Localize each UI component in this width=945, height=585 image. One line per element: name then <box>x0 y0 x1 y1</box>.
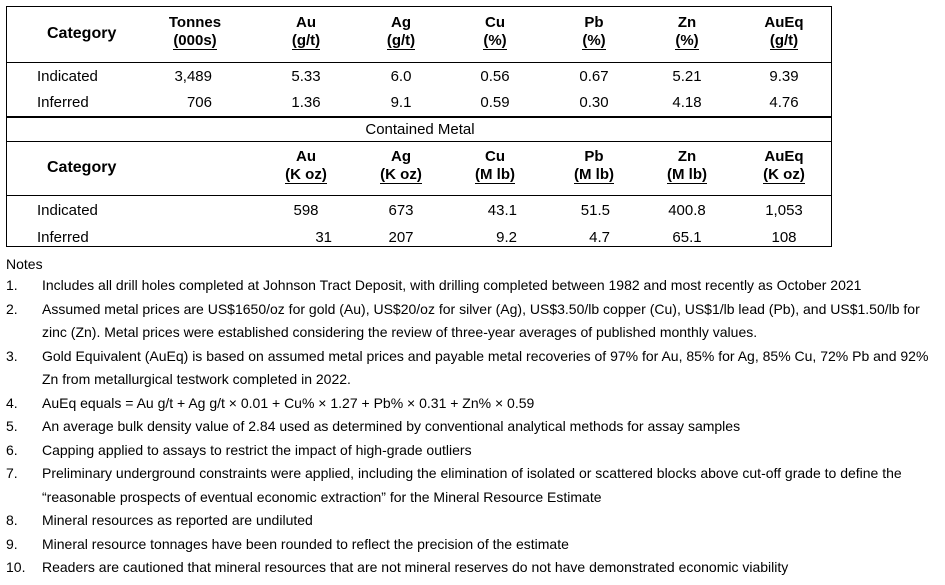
table2-cell: 4.7 <box>589 229 610 246</box>
col-ag-koz-header: Ag (K oz) <box>380 148 422 183</box>
contained-metal-bottom-rule <box>6 141 832 142</box>
table2-cell: 207 <box>388 229 414 246</box>
col-pb-mlb-header: Pb (M lb) <box>574 148 614 183</box>
col-au-koz-header: Au (K oz) <box>285 148 327 183</box>
table1-cell: 4.18 <box>672 94 702 111</box>
table2-row-label-inferred: Inferred <box>37 229 89 246</box>
table2-cell: 400.8 <box>668 202 706 219</box>
col-aueq-header: AuEq (g/t) <box>764 14 804 49</box>
col-ag-header: Ag (g/t) <box>386 14 416 49</box>
table2-cell: 1,053 <box>765 202 803 219</box>
table2-cell: 51.5 <box>580 202 610 219</box>
note-item: 2. Assumed metal prices are US$1650/oz for gold (Au), US$20/oz for silver (Ag), US$3.50/lb copper (Cu), US$1/lb lead (Pb), and US$1.50/lb for zinc (Zn). Metal prices were established considering the review of three-year averages of published monthly values. <box>6 300 920 340</box>
table1-cell: 1.36 <box>291 94 321 111</box>
col-zn-header: Zn (%) <box>675 14 699 49</box>
table2-cell: 673 <box>388 202 414 219</box>
note-item: 7. Preliminary underground constraints were applied, including the elimination of isolated or scattered blocks above cut-off grade to define the “reasonable prospects of eventual economic extraction” for the Mineral Resource Estimate <box>6 465 902 505</box>
table1-cell: 706 <box>186 94 212 111</box>
table1-cell: 0.59 <box>480 94 510 111</box>
table2-cell: 108 <box>771 229 797 246</box>
col-au-header: Au (g/t) <box>291 14 321 49</box>
table1-row-label-inferred: Inferred <box>37 94 89 111</box>
table2-header-rule <box>6 195 832 196</box>
contained-metal-top-rule <box>6 116 832 118</box>
note-item: 4. AuEq equals = Au g/t + Ag g/t × 0.01 + Cu% × 1.27 + Pb% × 0.31 + Zn% × 0.59 <box>6 394 535 411</box>
note-item: 8. Mineral resources as reported are undiluted <box>6 512 313 528</box>
note-item: 3. Gold Equivalent (AuEq) is based on assumed metal prices and payable metal recoveries of 97% for Au, 85% for Ag, 85% Cu, 72% Pb and 92% Zn from metallurgical testwork completed in 2022. <box>6 347 929 387</box>
table1-cell: 0.67 <box>579 68 609 85</box>
table2-cell: 9.2 <box>496 229 517 246</box>
table1-cell: 5.21 <box>672 68 702 85</box>
table2-cell: 598 <box>293 202 319 219</box>
note-item: 9. Mineral resource tonnages have been rounded to reflect the precision of the estimate <box>6 535 569 552</box>
col-tonnes-header: Tonnes (000s) <box>168 14 222 49</box>
col-zn-mlb-header: Zn (M lb) <box>667 148 707 183</box>
table2-cell: 31 <box>315 229 332 246</box>
note-item: 10. Readers are cautioned that mineral resources that are not mineral reserves do not have demonstrated economic viability <box>6 559 789 575</box>
table2-category-header: Category <box>47 159 117 176</box>
table1-cell: 9.39 <box>769 68 799 85</box>
table1-row-label-indicated: Indicated <box>37 68 98 85</box>
table2-row-label-indicated: Indicated <box>37 202 98 219</box>
col-pb-header: Pb (%) <box>582 14 606 49</box>
table1-header-rule <box>6 62 832 63</box>
table1-cell: 0.30 <box>579 94 609 111</box>
table1-cell: 5.33 <box>291 68 321 85</box>
col-aueq-koz-header: AuEq (K oz) <box>763 148 805 183</box>
notes-section <box>6 254 942 580</box>
table2-cell: 43.1 <box>487 202 517 219</box>
col-cu-mlb-header: Cu (M lb) <box>475 148 515 183</box>
table1-cell: 0.56 <box>480 68 510 85</box>
contained-metal-title: Contained Metal <box>365 121 475 138</box>
note-item: 1. Includes all drill holes completed at Johnson Tract Deposit, with drilling completed between 1982 and most recently as October 2021 <box>6 277 862 293</box>
notes-title: Notes <box>6 256 43 272</box>
table1-cell: 4.76 <box>769 94 799 111</box>
note-item: 5. An average bulk density value of 2.84 used as determined by conventional analytical methods for assay samples <box>6 418 741 434</box>
table2-cell: 65.1 <box>672 229 702 246</box>
table1-cell: 6.0 <box>390 68 412 85</box>
col-cu-header: Cu (%) <box>483 14 507 49</box>
table1-cell: 3,489 <box>174 68 212 85</box>
table1-category-header: Category <box>47 25 117 42</box>
note-item: 6. Capping applied to assays to restrict the impact of high-grade outliers <box>6 441 472 458</box>
table1-cell: 9.1 <box>390 94 412 111</box>
